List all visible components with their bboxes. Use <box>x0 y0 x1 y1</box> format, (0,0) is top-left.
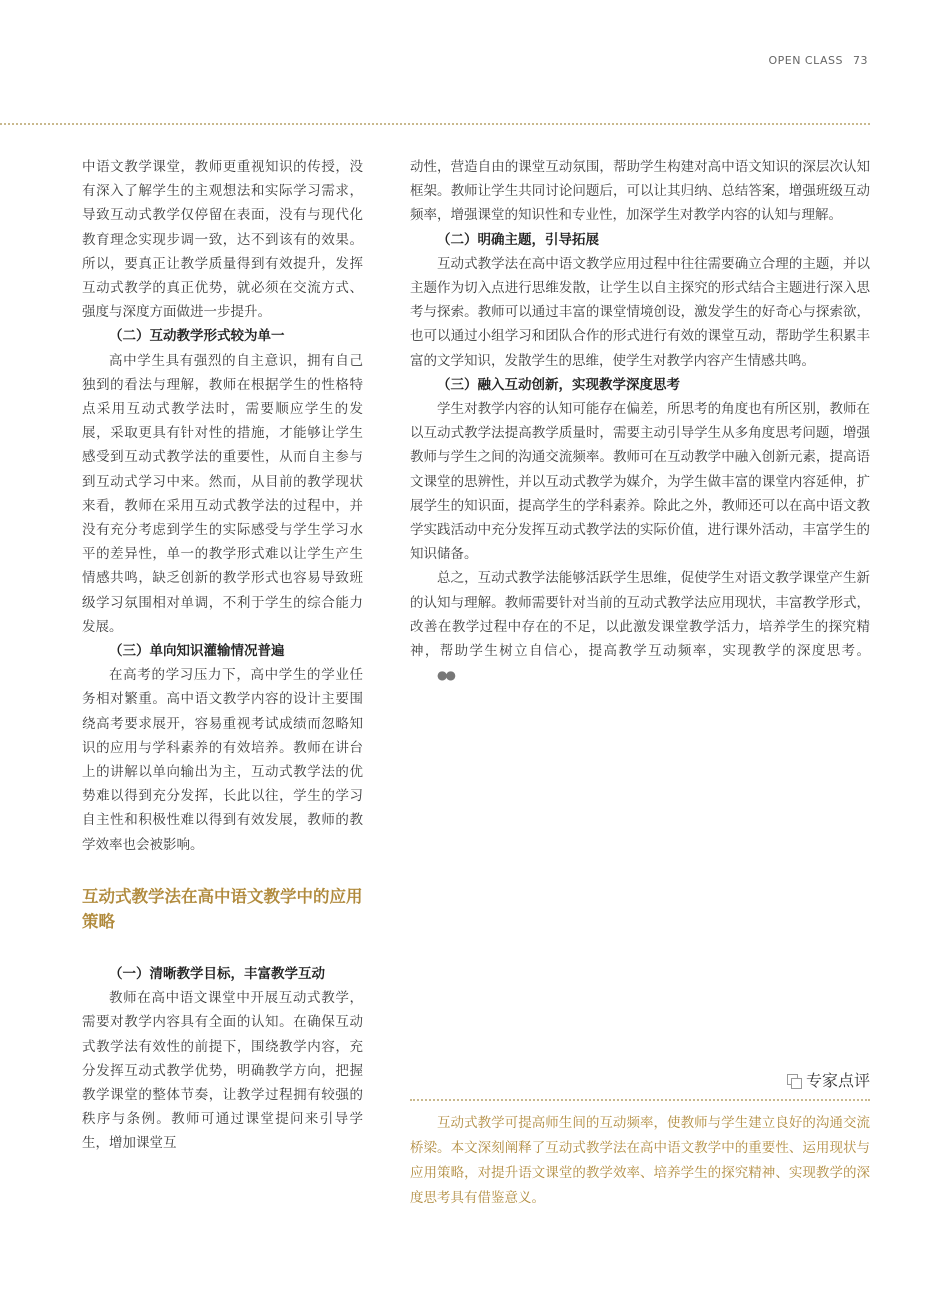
left-column <box>82 155 363 1156</box>
expert-review-title: 专家点评 <box>805 1071 870 1090</box>
running-header <box>768 54 868 67</box>
paragraph: 教师在高中语文课堂中开展互动式教学，需要对教学内容具有全面的认知。在确保互动式教学法有效性的前提下，围绕教学内容，充分发挥互动式教学优势，明确教学方向，把握教学课堂的整体节奏，让教学过程拥有较强的秩序与条例。教师可通过课堂提问来引导学生，增加课堂互 <box>82 990 363 1152</box>
end-mark-icon: ●● <box>437 668 454 683</box>
paragraph: 学生对教学内容的认知可能存在偏差，所思考的角度也有所区别，教师在以互动式教学法提高教学质量时，需要主动引导学生从多角度思考问题，增强教师与学生之间的沟通交流频率。教师可在互动教学中融入创新元素，提高语文课堂的思辨性，并以互动式教学为媒介，为学生做丰富的课堂内容延伸，扩展学生的知识面，提高学生的学科素养。除此之外，教师还可以在高中语文教学实践活动中充分发挥互动式教学法的实际价值，进行课外活动，丰富学生的知识储备。 <box>410 401 870 563</box>
subheading: （三）单向知识灌输情况普遍 <box>109 643 285 660</box>
subheading: （二）明确主题，引导拓展 <box>437 231 599 248</box>
expert-review-header <box>410 1068 870 1101</box>
section-label: OPEN CLASS <box>768 54 843 67</box>
page-number: 73 <box>853 54 868 67</box>
right-column <box>410 155 870 687</box>
paragraph: 在高考的学习压力下，高中学生的学业任务相对繁重。高中语文教学内容的设计主要围绕高考要求展开，容易重视考试成绩而忽略知识的应用与学科素养的有效培养。教师在讲台上的讲解以单向输出为主，互动式教学法的优势难以得到充分发挥，长此以往，学生的学习自主性和积极性难以得到有效发展，教师的教学效率也会被影响。 <box>82 667 363 853</box>
conclusion-paragraph <box>410 566 870 687</box>
paragraph: 互动式教学法在高中语文教学应用过程中往往需要确立合理的主题，并以主题作为切入点进行思维发散，让学生以自主探究的形式结合主题进行深入思考与探索。教师可以通过丰富的课堂情境创设，激发学生的好奇心与探索欲，也可以通过小组学习和团队合作的形式进行有效的课堂互动，帮助学生积累丰富的文学知识，发散学生的思维，使学生对教学内容产生情感共鸣。 <box>410 255 870 369</box>
subheading: （二）互动教学形式较为单一 <box>109 328 285 345</box>
copy-square-icon <box>787 1074 798 1085</box>
expert-review-text: 互动式教学可提高师生间的互动频率，使教师与学生建立良好的沟通交流桥梁。本文深刻阐释了互动式教学法在高中语文教学中的重要性、运用现状与应用策略，对提升语文课堂的教学效率、培养学生的探究精神、实现教学的深度思考具有借鉴意义。 <box>410 1115 870 1206</box>
subheading: （一）清晰教学目标，丰富教学互动 <box>109 965 325 982</box>
section-title: 互动式教学法在高中语文教学中的应用策略 <box>82 886 363 931</box>
expert-review <box>410 1068 870 1211</box>
paragraph: 中语文教学课堂，教师更重视知识的传授，没有深入了解学生的主观想法和实际学习需求，导致互动式教学仅停留在表面，没有与现代化教育理念实现步调一致，达不到该有的效果。所以，要真正让教学质量得到有效提升，发挥互动式教学的真正优势，就必须在交流方式、强度与深度方面做进一步提升。 <box>82 159 363 321</box>
conclusion-text: 总之，互动式教学法能够活跃学生思维，促使学生对语文教学课堂产生新的认知与理解。教师需要针对当前的互动式教学法应用现状，丰富教学形式，改善在教学过程中存在的不足，以此激发课堂教学活力，培养学生的探究精神，帮助学生树立自信心，提高教学互动频率，实现教学的深度思考。 <box>410 570 870 660</box>
paragraph: 高中学生具有强烈的自主意识，拥有自己独到的看法与理解，教师在根据学生的性格特点采用互动式教学法时，需要顺应学生的发展，采取更具有针对性的措施，才能够让学生感受到互动式教学法的重要性，从而自主参与到互动式学习中来。然而，从目前的教学现状来看，教师在采用互动式教学法的过程中，并没有充分考虑到学生的实际感受与学生学习水平的差异性，单一的教学形式难以让学生产生情感共鸣，缺乏创新的教学形式也容易导致班级学习氛围相对单调，不利于学生的综合能力发展。 <box>82 352 363 635</box>
header-divider <box>0 123 870 125</box>
paragraph: 动性，营造自由的课堂互动氛围，帮助学生构建对高中语文知识的深层次认知框架。教师让学生共同讨论问题后，可以让其归纳、总结答案，增强班级互动频率，增强课堂的知识性和专业性，加深学生对教学内容的认知与理解。 <box>410 159 870 224</box>
subheading: （三）融入互动创新，实现教学深度思考 <box>437 376 680 393</box>
